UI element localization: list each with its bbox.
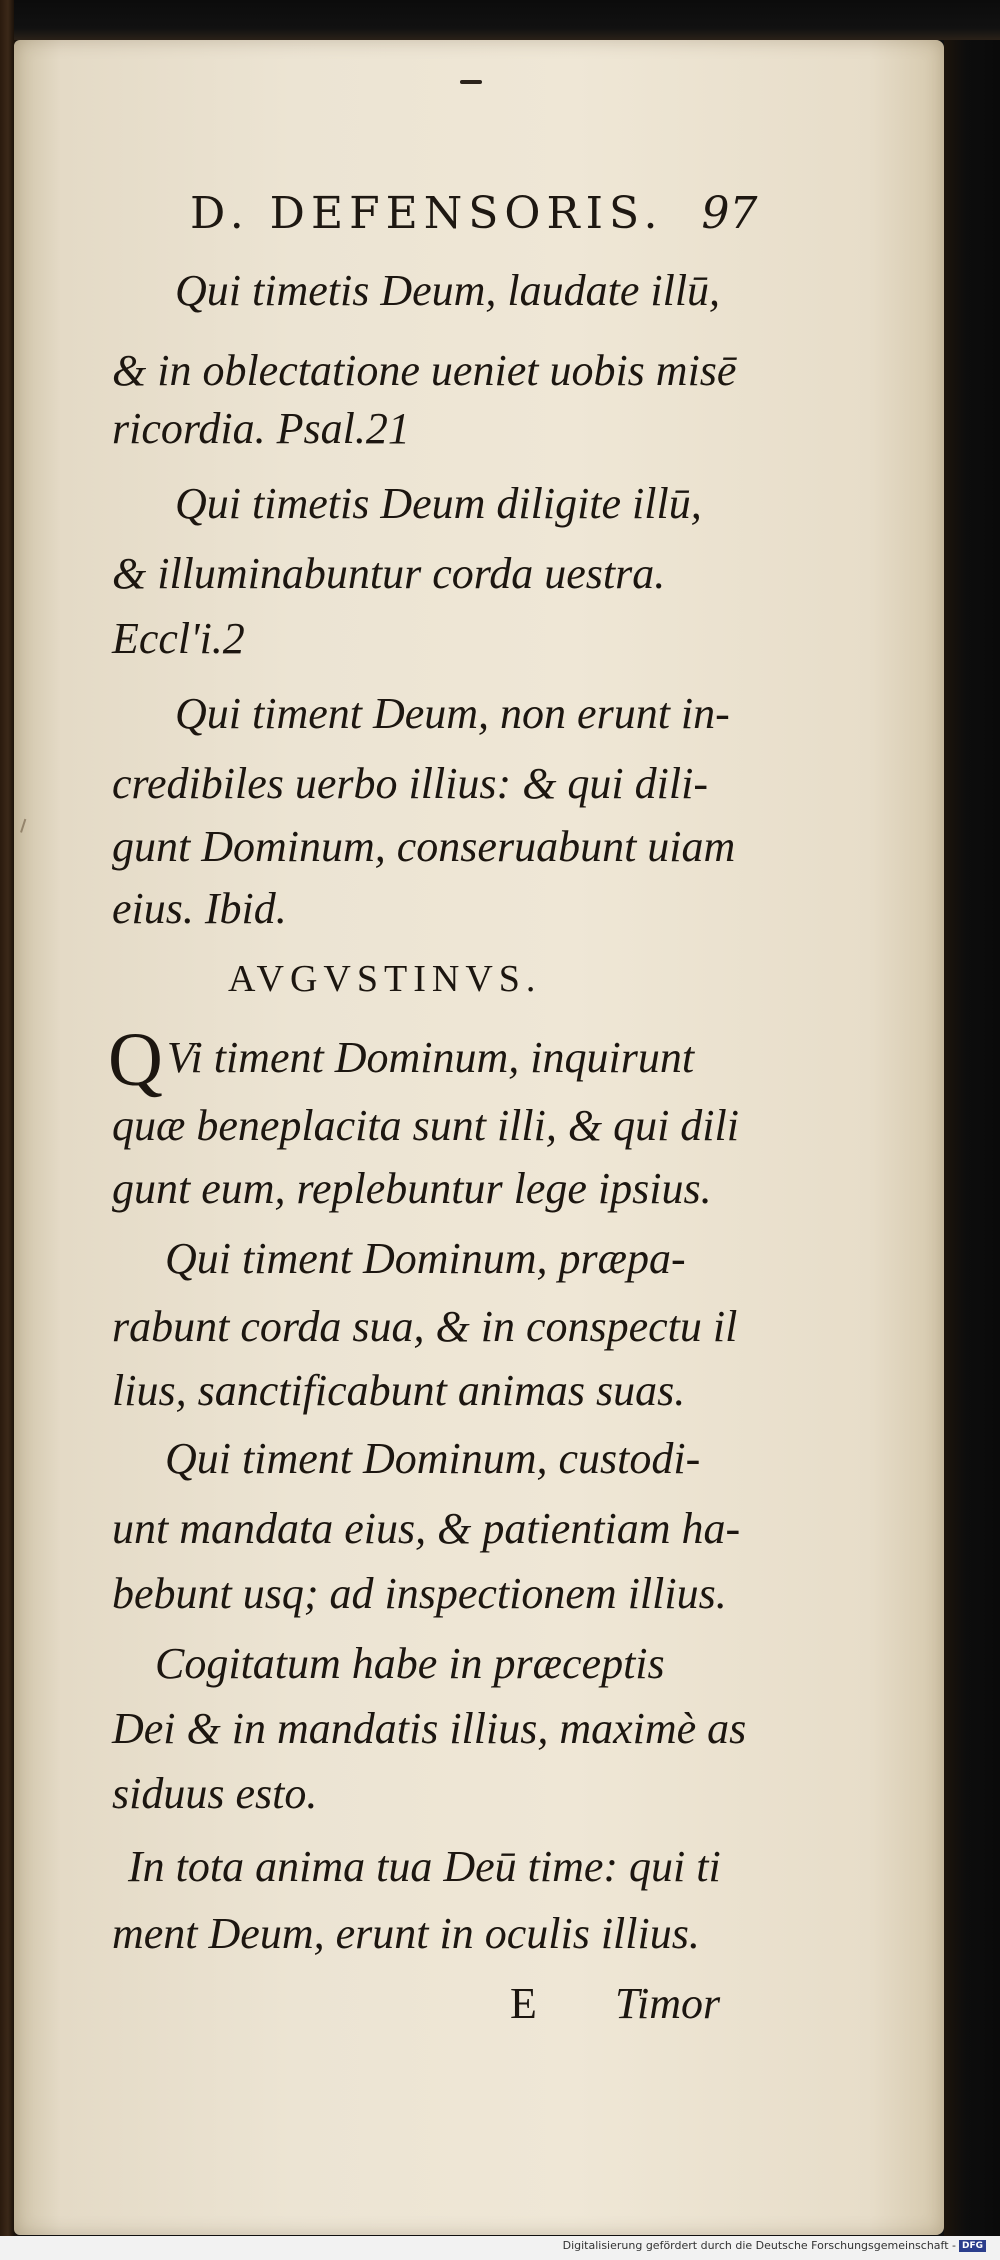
augustine-line-6: Qui timent Dominum, custodi- bbox=[165, 1434, 701, 1483]
text-line-7: Qui timent Deum, non erunt in- bbox=[175, 689, 730, 738]
catchword: Timor bbox=[615, 1979, 721, 2028]
text-line-6: Eccl'i.2 bbox=[112, 614, 245, 663]
drop-cap: Q bbox=[108, 1018, 163, 1102]
augustine-line-4: rabunt corda sua, & in conspectu il bbox=[112, 1302, 738, 1351]
text-line-4: Qui timetis Deum diligite illū, bbox=[175, 479, 702, 528]
text-line-10: eius. Ibid. bbox=[112, 884, 287, 933]
augustine-line-13: ment Deum, erunt in oculis illius. bbox=[112, 1909, 700, 1958]
digitization-credit bbox=[563, 2239, 986, 2252]
top-dash-mark bbox=[460, 80, 482, 84]
credit-text: Digitalisierung gefördert durch die Deutsche Forschungsgemeinschaft - bbox=[562, 2239, 956, 2252]
augustine-line-10: Dei & in mandatis illius, maximè as bbox=[112, 1704, 747, 1753]
augustine-line-9: Cogitatum habe in præceptis bbox=[155, 1639, 665, 1688]
dfg-logo: DFG bbox=[959, 2240, 986, 2252]
running-header bbox=[190, 188, 790, 248]
text-line-3: ricordia. Psal.21 bbox=[112, 404, 410, 453]
page-number: 97 bbox=[701, 188, 758, 239]
augustine-line-1: quæ beneplacita sunt illi, & qui dili bbox=[112, 1101, 739, 1150]
signature-mark: E bbox=[510, 1979, 537, 2028]
augustine-first-line-text: Vi timent Dominum, inquirunt bbox=[166, 1033, 695, 1082]
text-line-8: credibiles uerbo illius: & qui dili- bbox=[112, 759, 708, 808]
top-dark-border bbox=[14, 0, 1000, 40]
text-line-1: Qui timetis Deum, laudate illū, bbox=[175, 266, 721, 315]
header-title: D. DEFENSORIS. bbox=[190, 188, 664, 239]
augustine-line-2: gunt eum, replebuntur lege ipsius. bbox=[112, 1164, 712, 1213]
augustine-line-12: In tota anima tua Deū time: qui ti bbox=[128, 1842, 721, 1891]
text-line-5: & illuminabuntur corda uestra. bbox=[112, 549, 666, 598]
augustine-line-3: Qui timent Dominum, præpa- bbox=[165, 1234, 686, 1283]
section-heading: AVGVSTINVS. bbox=[228, 958, 542, 1000]
augustine-line-8: bebunt usq; ad inspectionem illius. bbox=[112, 1569, 727, 1618]
augustine-first-line bbox=[108, 1018, 695, 1102]
text-line-2: & in oblectatione ueniet uobis misē bbox=[112, 346, 737, 395]
augustine-line-11: siduus esto. bbox=[112, 1769, 318, 1818]
augustine-line-5: lius, sanctificabunt animas suas. bbox=[112, 1366, 686, 1415]
augustine-line-7: unt mandata eius, & patientiam ha- bbox=[112, 1504, 741, 1553]
right-dark-border bbox=[944, 40, 1000, 2260]
text-line-9: gunt Dominum, conseruabunt uiam bbox=[112, 822, 736, 871]
